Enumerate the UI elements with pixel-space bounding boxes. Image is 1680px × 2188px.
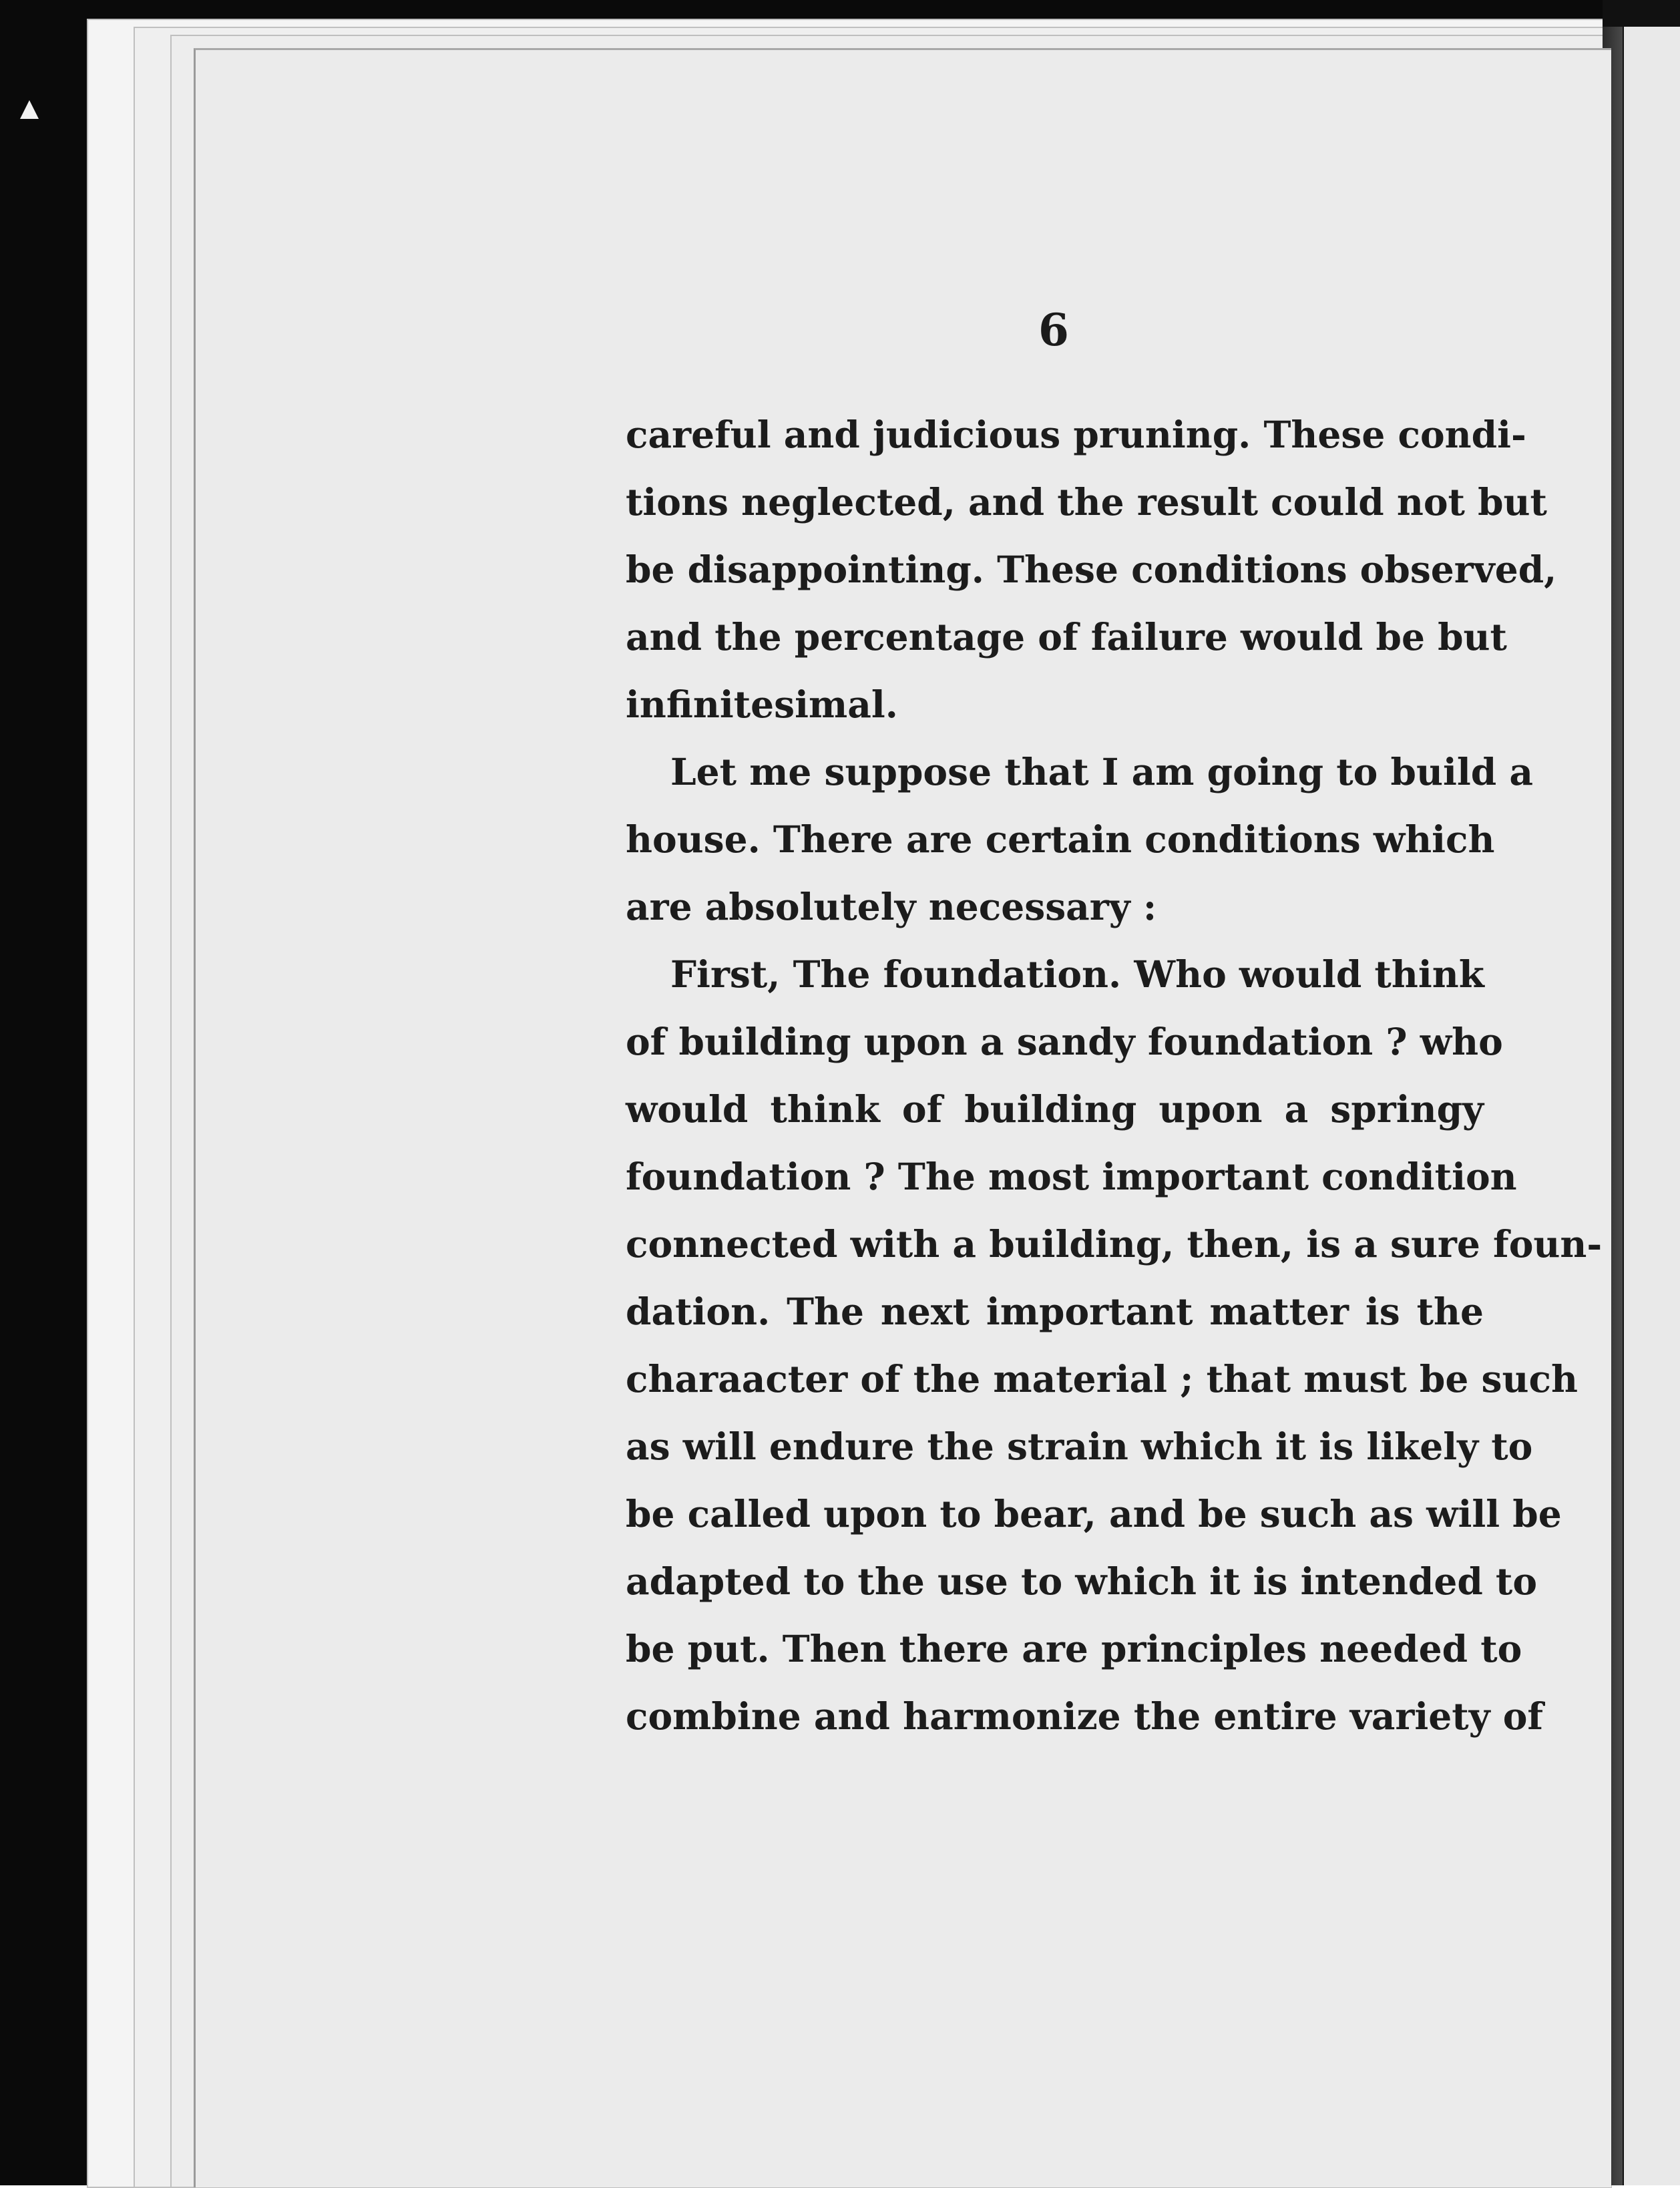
text-line: be called upon to bear, and be such as will be [626,1492,1562,1535]
text-line: adapted to the use to which it is intended to [626,1560,1538,1603]
text-line: be disappointing. These conditions observed, [626,548,1557,591]
body-text [626,401,1603,1750]
text-line: charaacter of the material ; that must be such [626,1357,1578,1401]
text-line: careful and judicious pruning. These condi- [626,413,1526,456]
text-line: of building upon a sandy foundation ? who [626,1020,1503,1063]
text-line: be put. Then there are principles needed to [626,1627,1522,1670]
scan-border-left [0,0,87,2185]
text-line: connected with a building, then, is a sure foun- [626,1222,1603,1266]
text-line: are absolutely necessary : [626,885,1157,928]
text-line: would think of building upon a springy [626,1087,1484,1131]
text-line: dation. The next important matter is the [626,1290,1484,1333]
page-number: 6 [1038,304,1069,356]
text-line: infinitesimal. [626,683,898,726]
next-page-edge [1624,27,1680,2185]
text-line: house. There are certain conditions which [626,817,1495,861]
text-line: First, The foundation. Who would think [670,952,1484,996]
text-line: tions neglected, and the result could not but [626,480,1547,524]
text-line: Let me suppose that I am going to build a [670,750,1533,793]
text-line: and the percentage of failure would be but [626,615,1507,659]
text-line: combine and harmonize the entire variety of [626,1694,1544,1738]
text-line: as will endure the strain which it is likely to [626,1425,1533,1468]
text-line: foundation ? The most important condition [626,1155,1517,1198]
scan-arrow-icon [20,100,39,119]
